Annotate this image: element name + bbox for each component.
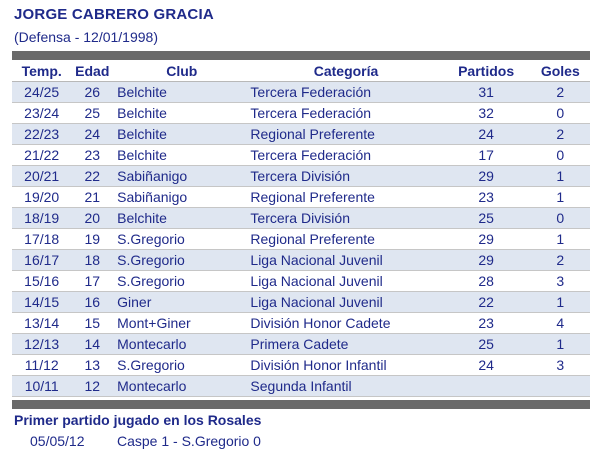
cell-edad: 24 — [71, 124, 113, 145]
cell-categoria: División Honor Cadete — [246, 313, 441, 334]
cell-club: Belchite — [113, 103, 246, 124]
table-row — [12, 313, 590, 334]
cell-categoria: Tercera División — [246, 166, 441, 187]
cell-partidos: 24 — [442, 124, 531, 145]
cell-categoria: Tercera Federación — [246, 103, 441, 124]
table-row — [12, 82, 590, 103]
cell-categoria: Segunda Infantil — [246, 376, 441, 397]
cell-partidos: 28 — [442, 271, 531, 292]
header-edad: Edad — [71, 60, 113, 82]
cell-temp: 14/15 — [12, 292, 71, 313]
cell-edad: 17 — [71, 271, 113, 292]
cell-categoria: Regional Preferente — [246, 124, 441, 145]
cell-club: Sabiñanigo — [113, 187, 246, 208]
cell-categoria: Tercera Federación — [246, 145, 441, 166]
cell-club: Belchite — [113, 208, 246, 229]
cell-partidos: 23 — [442, 187, 531, 208]
table-header-row — [12, 60, 590, 82]
cell-goles: 3 — [531, 355, 590, 376]
cell-club: S.Gregorio — [113, 250, 246, 271]
cell-goles: 3 — [531, 271, 590, 292]
cell-edad: 15 — [71, 313, 113, 334]
cell-club: Belchite — [113, 145, 246, 166]
cell-club: Giner — [113, 292, 246, 313]
first-match-result: Caspe 1 - S.Gregorio 0 — [117, 433, 261, 449]
cell-goles — [531, 376, 590, 397]
cell-club: Montecarlo — [113, 334, 246, 355]
cell-partidos: 31 — [442, 82, 531, 103]
cell-categoria: Regional Preferente — [246, 187, 441, 208]
cell-categoria: Liga Nacional Juvenil — [246, 271, 441, 292]
career-table-body — [12, 82, 590, 397]
cell-categoria: Liga Nacional Juvenil — [246, 292, 441, 313]
player-info: (Defensa - 12/01/1998) — [14, 29, 158, 45]
cell-club: Belchite — [113, 124, 246, 145]
cell-categoria: Liga Nacional Juvenil — [246, 250, 441, 271]
cell-edad: 22 — [71, 166, 113, 187]
cell-temp: 22/23 — [12, 124, 71, 145]
cell-partidos: 23 — [442, 313, 531, 334]
cell-edad: 18 — [71, 250, 113, 271]
cell-temp: 20/21 — [12, 166, 71, 187]
cell-categoria: Tercera Federación — [246, 82, 441, 103]
cell-edad: 25 — [71, 103, 113, 124]
cell-partidos: 25 — [442, 208, 531, 229]
cell-temp: 15/16 — [12, 271, 71, 292]
cell-goles: 2 — [531, 82, 590, 103]
cell-edad: 26 — [71, 82, 113, 103]
cell-temp: 21/22 — [12, 145, 71, 166]
cell-club: S.Gregorio — [113, 229, 246, 250]
cell-temp: 10/11 — [12, 376, 71, 397]
cell-goles: 0 — [531, 103, 590, 124]
table-row — [12, 208, 590, 229]
cell-edad: 19 — [71, 229, 113, 250]
cell-temp: 11/12 — [12, 355, 71, 376]
table-row — [12, 103, 590, 124]
cell-temp: 17/18 — [12, 229, 71, 250]
first-match-title: Primer partido jugado en los Rosales — [14, 412, 262, 428]
cell-partidos — [442, 376, 531, 397]
cell-categoria: División Honor Infantil — [246, 355, 441, 376]
table-row — [12, 271, 590, 292]
cell-edad: 12 — [71, 376, 113, 397]
cell-categoria: Tercera División — [246, 208, 441, 229]
cell-temp: 23/24 — [12, 103, 71, 124]
cell-edad: 23 — [71, 145, 113, 166]
cell-partidos: 32 — [442, 103, 531, 124]
cell-club: S.Gregorio — [113, 355, 246, 376]
table-row — [12, 229, 590, 250]
cell-partidos: 24 — [442, 355, 531, 376]
cell-goles: 0 — [531, 145, 590, 166]
table-row — [12, 355, 590, 376]
header-club: Club — [113, 60, 246, 82]
cell-edad: 14 — [71, 334, 113, 355]
cell-categoria: Regional Preferente — [246, 229, 441, 250]
header-categoria: Categoría — [246, 60, 441, 82]
cell-goles: 1 — [531, 292, 590, 313]
cell-partidos: 17 — [442, 145, 531, 166]
cell-goles: 1 — [531, 334, 590, 355]
cell-edad: 16 — [71, 292, 113, 313]
player-name: JORGE CABRERO GRACIA — [14, 6, 214, 23]
cell-partidos: 29 — [442, 250, 531, 271]
table-row — [12, 376, 590, 397]
cell-partidos: 29 — [442, 166, 531, 187]
cell-temp: 13/14 — [12, 313, 71, 334]
cell-temp: 12/13 — [12, 334, 71, 355]
header-partidos: Partidos — [442, 60, 531, 82]
table-row — [12, 145, 590, 166]
cell-club: S.Gregorio — [113, 271, 246, 292]
table-bottom-bar — [12, 400, 590, 409]
cell-temp: 19/20 — [12, 187, 71, 208]
cell-goles: 1 — [531, 166, 590, 187]
cell-partidos: 29 — [442, 229, 531, 250]
header-goles: Goles — [531, 60, 590, 82]
cell-goles: 0 — [531, 208, 590, 229]
cell-goles: 2 — [531, 124, 590, 145]
cell-edad: 20 — [71, 208, 113, 229]
cell-categoria: Primera Cadete — [246, 334, 441, 355]
cell-partidos: 25 — [442, 334, 531, 355]
table-row — [12, 166, 590, 187]
first-match-date: 05/05/12 — [30, 433, 85, 449]
table-row — [12, 334, 590, 355]
cell-edad: 21 — [71, 187, 113, 208]
cell-club: Montecarlo — [113, 376, 246, 397]
cell-club: Sabiñanigo — [113, 166, 246, 187]
table-row — [12, 292, 590, 313]
cell-goles: 4 — [531, 313, 590, 334]
cell-temp: 16/17 — [12, 250, 71, 271]
cell-goles: 2 — [531, 250, 590, 271]
table-row — [12, 187, 590, 208]
career-table — [12, 60, 590, 397]
cell-edad: 13 — [71, 355, 113, 376]
header-temp: Temp. — [12, 60, 71, 82]
cell-temp: 18/19 — [12, 208, 71, 229]
cell-temp: 24/25 — [12, 82, 71, 103]
cell-club: Belchite — [113, 82, 246, 103]
table-row — [12, 124, 590, 145]
table-top-bar — [12, 51, 590, 60]
table-row — [12, 250, 590, 271]
cell-club: Mont+Giner — [113, 313, 246, 334]
cell-goles: 1 — [531, 187, 590, 208]
cell-goles: 1 — [531, 229, 590, 250]
cell-partidos: 22 — [442, 292, 531, 313]
